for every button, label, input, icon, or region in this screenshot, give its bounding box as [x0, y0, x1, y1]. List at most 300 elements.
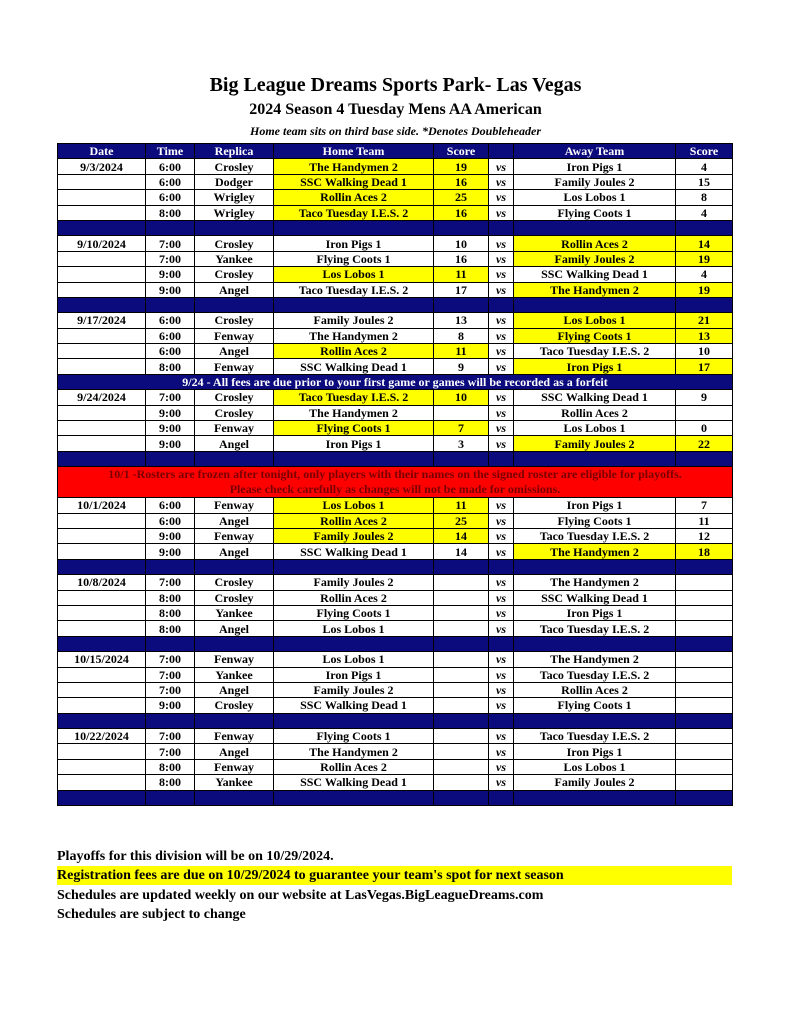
separator-cell [58, 451, 146, 466]
separator-cell [489, 451, 514, 466]
away-score: 7 [676, 498, 733, 513]
away-team: The Handymen 2 [514, 652, 676, 667]
away-score: 15 [676, 174, 733, 189]
game-field: Crosley [195, 159, 274, 174]
game-row [58, 698, 733, 713]
home-score: 17 [434, 282, 489, 297]
separator-cell [514, 713, 676, 728]
game-time: 8:00 [146, 775, 195, 790]
game-field: Angel [195, 682, 274, 697]
game-date [58, 190, 146, 205]
separator-cell [434, 451, 489, 466]
game-field: Fenway [195, 328, 274, 343]
away-team: Iron Pigs 1 [514, 159, 676, 174]
game-date [58, 205, 146, 220]
separator-cell [514, 220, 676, 235]
home-score [434, 667, 489, 682]
game-time: 9:00 [146, 698, 195, 713]
game-date [58, 605, 146, 620]
away-score [676, 652, 733, 667]
game-row [58, 174, 733, 189]
vs-label: vs [489, 405, 514, 420]
away-team: Family Joules 2 [514, 436, 676, 451]
vs-label: vs [489, 744, 514, 759]
home-score: 10 [434, 390, 489, 405]
vs-label: vs [489, 729, 514, 744]
away-team: The Handymen 2 [514, 282, 676, 297]
separator-cell [489, 790, 514, 805]
home-team: Flying Coots 1 [274, 729, 434, 744]
game-row [58, 544, 733, 559]
schedule-table [57, 143, 733, 806]
vs-label: vs [489, 251, 514, 266]
away-score: 4 [676, 159, 733, 174]
home-score: 16 [434, 205, 489, 220]
game-time: 8:00 [146, 205, 195, 220]
game-row [58, 359, 733, 374]
home-score [434, 759, 489, 774]
away-score: 18 [676, 544, 733, 559]
game-field: Yankee [195, 251, 274, 266]
separator-cell [146, 559, 195, 574]
vs-label: vs [489, 359, 514, 374]
home-score: 11 [434, 498, 489, 513]
separator-cell [676, 559, 733, 574]
game-date [58, 344, 146, 359]
away-team: SSC Walking Dead 1 [514, 267, 676, 282]
home-score [434, 775, 489, 790]
away-score: 10 [676, 344, 733, 359]
home-score: 25 [434, 513, 489, 528]
game-date [58, 667, 146, 682]
separator-cell [434, 559, 489, 574]
separator-cell [195, 220, 274, 235]
vs-label: vs [489, 390, 514, 405]
separator-cell [489, 713, 514, 728]
game-date [58, 775, 146, 790]
game-time: 7:00 [146, 236, 195, 251]
away-team: Flying Coots 1 [514, 698, 676, 713]
vs-label: vs [489, 528, 514, 543]
home-team: The Handymen 2 [274, 159, 434, 174]
away-team: Flying Coots 1 [514, 205, 676, 220]
vs-label: vs [489, 436, 514, 451]
game-field: Fenway [195, 729, 274, 744]
page-title: Big League Dreams Sports Park- Las Vegas [209, 74, 582, 96]
away-team: SSC Walking Dead 1 [514, 390, 676, 405]
away-team: Los Lobos 1 [514, 190, 676, 205]
separator-cell [274, 451, 434, 466]
game-date [58, 251, 146, 266]
vs-label: vs [489, 575, 514, 590]
home-team: Rollin Aces 2 [274, 513, 434, 528]
game-field: Fenway [195, 652, 274, 667]
away-score [676, 729, 733, 744]
game-time: 6:00 [146, 513, 195, 528]
home-team: Iron Pigs 1 [274, 667, 434, 682]
vs-label: vs [489, 174, 514, 189]
game-time: 6:00 [146, 190, 195, 205]
separator-cell [676, 297, 733, 312]
vs-label: vs [489, 267, 514, 282]
separator-cell [274, 636, 434, 651]
home-team: Flying Coots 1 [274, 251, 434, 266]
vs-label: vs [489, 513, 514, 528]
game-date: 10/8/2024 [58, 575, 146, 590]
separator-cell [58, 713, 146, 728]
away-team: Iron Pigs 1 [514, 498, 676, 513]
separator-cell [434, 636, 489, 651]
week-separator [58, 451, 733, 466]
col-home-score: Score [434, 144, 489, 159]
vs-label: vs [489, 421, 514, 436]
vs-label: vs [489, 590, 514, 605]
away-team: Taco Tuesday I.E.S. 2 [514, 729, 676, 744]
home-score: 13 [434, 313, 489, 328]
week-separator [58, 220, 733, 235]
home-team: SSC Walking Dead 1 [274, 174, 434, 189]
game-field: Wrigley [195, 190, 274, 205]
game-field: Fenway [195, 759, 274, 774]
vs-label: vs [489, 682, 514, 697]
game-field: Crosley [195, 267, 274, 282]
subject-note: Schedules are subject to change [57, 907, 246, 922]
col-vs [489, 144, 514, 159]
separator-cell [274, 297, 434, 312]
home-team: Iron Pigs 1 [274, 236, 434, 251]
vs-label: vs [489, 621, 514, 636]
home-team: The Handymen 2 [274, 328, 434, 343]
separator-cell [434, 713, 489, 728]
game-date [58, 682, 146, 697]
vs-label: vs [489, 205, 514, 220]
away-score: 21 [676, 313, 733, 328]
game-date [58, 267, 146, 282]
game-time: 9:00 [146, 282, 195, 297]
home-team: The Handymen 2 [274, 744, 434, 759]
away-score: 13 [676, 328, 733, 343]
game-field: Yankee [195, 775, 274, 790]
home-score: 3 [434, 436, 489, 451]
home-score [434, 621, 489, 636]
separator-cell [195, 713, 274, 728]
home-score: 7 [434, 421, 489, 436]
away-team: Rollin Aces 2 [514, 405, 676, 420]
game-date: 10/22/2024 [58, 729, 146, 744]
game-date [58, 436, 146, 451]
separator-cell [146, 790, 195, 805]
away-score: 19 [676, 282, 733, 297]
game-date [58, 698, 146, 713]
game-time: 8:00 [146, 590, 195, 605]
game-field: Wrigley [195, 205, 274, 220]
game-time: 7:00 [146, 682, 195, 697]
game-field: Angel [195, 513, 274, 528]
col-away-score: Score [676, 144, 733, 159]
game-field: Yankee [195, 605, 274, 620]
game-date [58, 759, 146, 774]
week-separator [58, 559, 733, 574]
away-team: Flying Coots 1 [514, 328, 676, 343]
away-score: 14 [676, 236, 733, 251]
home-score: 14 [434, 528, 489, 543]
game-time: 7:00 [146, 744, 195, 759]
away-team: Los Lobos 1 [514, 313, 676, 328]
game-time: 6:00 [146, 313, 195, 328]
away-score [676, 605, 733, 620]
away-team: Iron Pigs 1 [514, 359, 676, 374]
home-team: Flying Coots 1 [274, 605, 434, 620]
separator-cell [489, 636, 514, 651]
game-row [58, 405, 733, 420]
website-note: Schedules are updated weekly on our website at LasVegas.BigLeagueDreams.com [57, 888, 544, 903]
game-date: 10/1/2024 [58, 498, 146, 513]
away-score: 0 [676, 421, 733, 436]
home-score: 8 [434, 328, 489, 343]
game-field: Crosley [195, 236, 274, 251]
away-score: 4 [676, 267, 733, 282]
vs-label: vs [489, 605, 514, 620]
separator-cell [146, 451, 195, 466]
home-score [434, 575, 489, 590]
game-row [58, 390, 733, 405]
game-time: 7:00 [146, 575, 195, 590]
vs-label: vs [489, 236, 514, 251]
home-score [434, 652, 489, 667]
vs-label: vs [489, 775, 514, 790]
home-team: The Handymen 2 [274, 405, 434, 420]
away-team: Los Lobos 1 [514, 759, 676, 774]
separator-cell [58, 790, 146, 805]
away-team: Taco Tuesday I.E.S. 2 [514, 344, 676, 359]
game-time: 9:00 [146, 421, 195, 436]
home-score [434, 682, 489, 697]
home-score: 14 [434, 544, 489, 559]
game-row [58, 729, 733, 744]
game-time: 8:00 [146, 359, 195, 374]
vs-label: vs [489, 667, 514, 682]
home-score [434, 744, 489, 759]
separator-cell [195, 636, 274, 651]
separator-cell [514, 636, 676, 651]
game-time: 9:00 [146, 405, 195, 420]
home-team: SSC Walking Dead 1 [274, 775, 434, 790]
home-score: 10 [434, 236, 489, 251]
game-time: 6:00 [146, 344, 195, 359]
home-team: Los Lobos 1 [274, 621, 434, 636]
separator-cell [146, 220, 195, 235]
separator-cell [676, 451, 733, 466]
separator-cell [489, 559, 514, 574]
home-score [434, 729, 489, 744]
home-team: Rollin Aces 2 [274, 590, 434, 605]
vs-label: vs [489, 282, 514, 297]
vs-label: vs [489, 328, 514, 343]
game-date: 10/15/2024 [58, 652, 146, 667]
separator-cell [58, 220, 146, 235]
game-time: 9:00 [146, 436, 195, 451]
away-score [676, 744, 733, 759]
game-field: Angel [195, 344, 274, 359]
game-field: Crosley [195, 575, 274, 590]
fees-notice-row [58, 374, 733, 389]
home-score [434, 605, 489, 620]
vs-label: vs [489, 313, 514, 328]
game-date [58, 405, 146, 420]
separator-cell [195, 451, 274, 466]
home-score [434, 590, 489, 605]
roster-alert-line2: Please check carefully as changes will not be made for omissions. [229, 482, 561, 497]
separator-cell [514, 297, 676, 312]
game-row [58, 682, 733, 697]
separator-cell [514, 451, 676, 466]
home-team: Family Joules 2 [274, 575, 434, 590]
game-date: 9/24/2024 [58, 390, 146, 405]
away-score [676, 775, 733, 790]
week-separator [58, 713, 733, 728]
home-team: Rollin Aces 2 [274, 190, 434, 205]
game-date: 9/3/2024 [58, 159, 146, 174]
game-field: Angel [195, 282, 274, 297]
separator-cell [434, 297, 489, 312]
game-field: Crosley [195, 590, 274, 605]
game-row [58, 436, 733, 451]
separator-cell [146, 713, 195, 728]
separator-cell [195, 559, 274, 574]
game-date [58, 421, 146, 436]
away-score [676, 759, 733, 774]
away-team: Rollin Aces 2 [514, 682, 676, 697]
playoffs-note: Playoffs for this division will be on 10/29/2024. [57, 849, 334, 864]
fees-notice: 9/24 - All fees are due prior to your first game or games will be recorded as a forfeit [58, 374, 733, 389]
away-team: Taco Tuesday I.E.S. 2 [514, 621, 676, 636]
game-row [58, 652, 733, 667]
game-time: 7:00 [146, 390, 195, 405]
away-team: SSC Walking Dead 1 [514, 590, 676, 605]
col-date: Date [58, 144, 146, 159]
home-team: Rollin Aces 2 [274, 759, 434, 774]
home-score: 19 [434, 159, 489, 174]
game-date [58, 744, 146, 759]
separator-cell [195, 790, 274, 805]
away-team: Iron Pigs 1 [514, 605, 676, 620]
schedule-body [58, 159, 733, 806]
vs-label: vs [489, 652, 514, 667]
game-date [58, 528, 146, 543]
separator-cell [146, 636, 195, 651]
game-date [58, 282, 146, 297]
game-time: 8:00 [146, 621, 195, 636]
separator-cell [195, 297, 274, 312]
home-team: Family Joules 2 [274, 528, 434, 543]
separator-cell [676, 713, 733, 728]
separator-cell [58, 297, 146, 312]
away-score: 19 [676, 251, 733, 266]
game-row [58, 744, 733, 759]
game-row [58, 759, 733, 774]
home-score: 11 [434, 344, 489, 359]
away-team: Rollin Aces 2 [514, 236, 676, 251]
roster-alert-row [58, 467, 733, 498]
game-row [58, 605, 733, 620]
game-row [58, 775, 733, 790]
col-replica: Replica [195, 144, 274, 159]
col-home-team: Home Team [274, 144, 434, 159]
home-score [434, 698, 489, 713]
vs-label: vs [489, 759, 514, 774]
separator-cell [274, 559, 434, 574]
game-field: Crosley [195, 698, 274, 713]
game-time: 8:00 [146, 605, 195, 620]
home-score: 11 [434, 267, 489, 282]
separator-cell [489, 220, 514, 235]
vs-label: vs [489, 544, 514, 559]
game-time: 7:00 [146, 251, 195, 266]
home-score: 25 [434, 190, 489, 205]
home-team: SSC Walking Dead 1 [274, 359, 434, 374]
home-score: 9 [434, 359, 489, 374]
home-team: Taco Tuesday I.E.S. 2 [274, 282, 434, 297]
away-score [676, 621, 733, 636]
home-team: Taco Tuesday I.E.S. 2 [274, 205, 434, 220]
home-score [434, 405, 489, 420]
game-row [58, 528, 733, 543]
game-row [58, 575, 733, 590]
away-team: Taco Tuesday I.E.S. 2 [514, 528, 676, 543]
registration-note: Registration fees are due on 10/29/2024 to guarantee your team's spot for next season [57, 866, 732, 885]
separator-cell [676, 220, 733, 235]
away-score [676, 405, 733, 420]
game-field: Crosley [195, 390, 274, 405]
separator-cell [514, 790, 676, 805]
away-score [676, 698, 733, 713]
home-team: SSC Walking Dead 1 [274, 544, 434, 559]
game-field: Angel [195, 621, 274, 636]
away-team: The Handymen 2 [514, 575, 676, 590]
game-date: 9/17/2024 [58, 313, 146, 328]
roster-alert-line1: 10/1 -Rosters are frozen after tonight, only players with their names on the signed roster are eligible for playoffs. [108, 467, 682, 482]
game-time: 6:00 [146, 159, 195, 174]
home-score: 16 [434, 174, 489, 189]
col-time: Time [146, 144, 195, 159]
week-separator [58, 636, 733, 651]
separator-cell [676, 790, 733, 805]
away-score: 11 [676, 513, 733, 528]
home-team: Los Lobos 1 [274, 498, 434, 513]
home-score: 16 [434, 251, 489, 266]
separator-cell [274, 713, 434, 728]
home-team: SSC Walking Dead 1 [274, 698, 434, 713]
week-separator [58, 790, 733, 805]
vs-label: vs [489, 498, 514, 513]
game-field: Fenway [195, 498, 274, 513]
game-time: 7:00 [146, 729, 195, 744]
game-field: Crosley [195, 313, 274, 328]
header-row [58, 144, 733, 159]
game-row [58, 621, 733, 636]
game-date [58, 590, 146, 605]
home-team: Flying Coots 1 [274, 421, 434, 436]
game-time: 7:00 [146, 667, 195, 682]
separator-cell [58, 559, 146, 574]
away-score [676, 590, 733, 605]
vs-label: vs [489, 159, 514, 174]
game-row [58, 313, 733, 328]
home-team: Los Lobos 1 [274, 267, 434, 282]
game-field: Angel [195, 544, 274, 559]
vs-label: vs [489, 344, 514, 359]
game-field: Fenway [195, 359, 274, 374]
